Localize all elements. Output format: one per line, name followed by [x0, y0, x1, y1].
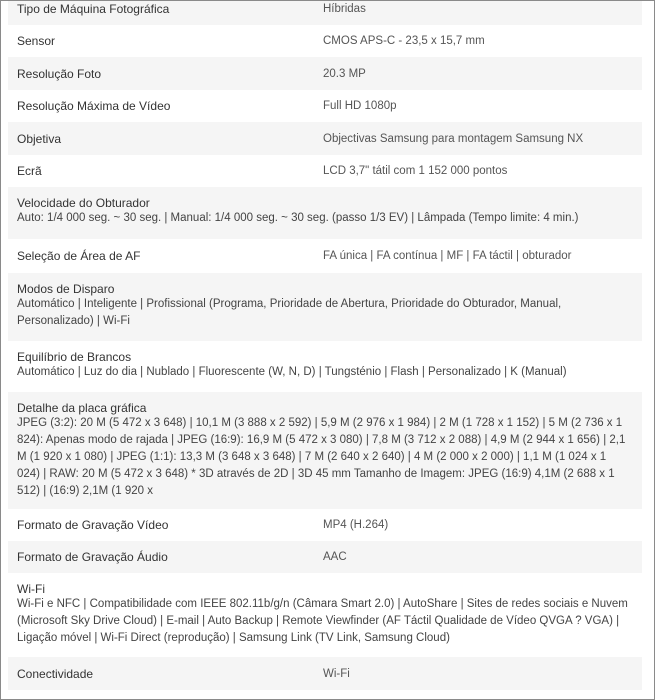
spec-label: Detalhe da placa gráfica	[17, 401, 147, 415]
spec-row-audio-format	[8, 541, 642, 573]
spec-value: JPEG (3:2): 20 M (5 472 x 3 648) | 10,1 M (3 888 x 2 592) | 5,9 M (2 976 x 1 984) | 2 M (1 728 x 1 152) | 5 M (2 736 x 1 824): Apenas modo de rajada | JPEG (16:9): 16,9 M (5 472 x 3 080) | 7,8 M (3 712 x 2 088) | 4,9 M (2 944 x 1 656) | 2,1 M (1 920 x 1 080) | JPEG (1:1): 13,3 M (3 648 x 3 648) | 7 M (2 640 x 2 640) | 4 M (2 000 x 2 000) | 1,1 M (1 024 x 1 024) | RAW: 20 M (5 472 x 3 648) * 3D através de 2D | 3D 45 mm Tamanho de Imagem: JPEG (16:9) 4,1M (2 688 x 1 512) | (16:9) 2,1M (1 920 x	[17, 417, 626, 497]
spec-row-af-area	[8, 239, 642, 273]
spec-label: Formato de Gravação Vídeo	[17, 518, 169, 532]
spec-value: Full HD 1080p	[323, 100, 397, 112]
spec-value: AAC	[323, 551, 347, 563]
spec-label: Resolução Máxima de Vídeo	[17, 99, 171, 113]
spec-row-video-format	[8, 509, 642, 541]
spec-label: Tipo de Máquina Fotográfica	[17, 2, 170, 16]
spec-label: Objetiva	[17, 131, 62, 146]
spec-value: Automático | Inteligente | Profissional (Programa, Prioridade de Abertura, Prioridade do Obturador, Manual, Personalizado) | Wi-Fi	[17, 298, 562, 327]
spec-row-connectivity	[8, 657, 642, 690]
spec-label: Wi-Fi	[17, 582, 45, 596]
spec-row-camera-type	[8, 0, 642, 25]
spec-row-white-balance	[8, 341, 642, 392]
spec-row-video-resolution	[8, 90, 642, 122]
spec-label: Ecrã	[17, 164, 42, 178]
spec-value: 20.3 MP	[323, 67, 366, 80]
spec-value: LCD 3,7" tátil com 1 152 000 pontos	[323, 165, 508, 177]
spec-label: Seleção de Área de AF	[17, 249, 141, 263]
spec-value: CMOS APS-C - 23,5 x 15,7 mm	[323, 35, 485, 47]
spec-row-shutter-speed	[8, 187, 642, 239]
spec-value: Objectivas Samsung para montagem Samsung NX	[323, 132, 584, 145]
spec-value: FA única | FA contínua | MF | FA táctil | obturador	[323, 250, 572, 262]
spec-row-photo-resolution	[8, 57, 642, 90]
spec-value: Automático | Luz do dia | Nublado | Fluorescente (W, N, D) | Tungsténio | Flash | Personalizado | K (Manual)	[17, 366, 567, 378]
spec-value: Híbridas	[323, 3, 366, 15]
spec-label: Equilíbrio de Brancos	[17, 350, 132, 364]
spec-value: Wi-Fi e NFC | Compatibilidade com IEEE 802.11b/g/n (Câmara Smart 2.0) | AutoShare | Sites de redes sociais e Nuvem (Microsoft Sky Drive Cloud) | E-mail | Auto Backup | Remote Viewfinder (AF Táctil Qualidade de Vídeo QVGA ? VGA) | Ligação móvel | Wi-Fi Direct (reprodução) | Samsung Link (TV Link, Samsung Cloud)	[17, 598, 628, 644]
spec-row-screen	[8, 155, 642, 187]
spec-row-wifi	[8, 573, 642, 657]
spec-label: Modos de Disparo	[17, 282, 115, 296]
spec-value: MP4 (H.264)	[323, 519, 389, 531]
spec-label: Velocidade do Obturador	[17, 196, 150, 210]
spec-row-image-detail	[8, 392, 642, 509]
spec-row-lens	[8, 122, 642, 155]
spec-label: Conectividade	[17, 666, 94, 681]
spec-row-sensor	[8, 25, 642, 57]
spec-value: Wi-Fi	[323, 667, 350, 680]
spec-value: Auto: 1/4 000 seg. ~ 30 seg. | Manual: 1/4 000 seg. ~ 30 seg. (passo 1/3 EV) | Lâmpada (Tempo limite: 4 min.)	[17, 212, 579, 224]
spec-label: Sensor	[17, 34, 56, 48]
spec-table	[8, 0, 642, 690]
spec-label: Formato de Gravação Áudio	[17, 550, 168, 564]
spec-row-shooting-modes	[8, 273, 642, 341]
spec-label: Resolução Foto	[17, 66, 102, 81]
